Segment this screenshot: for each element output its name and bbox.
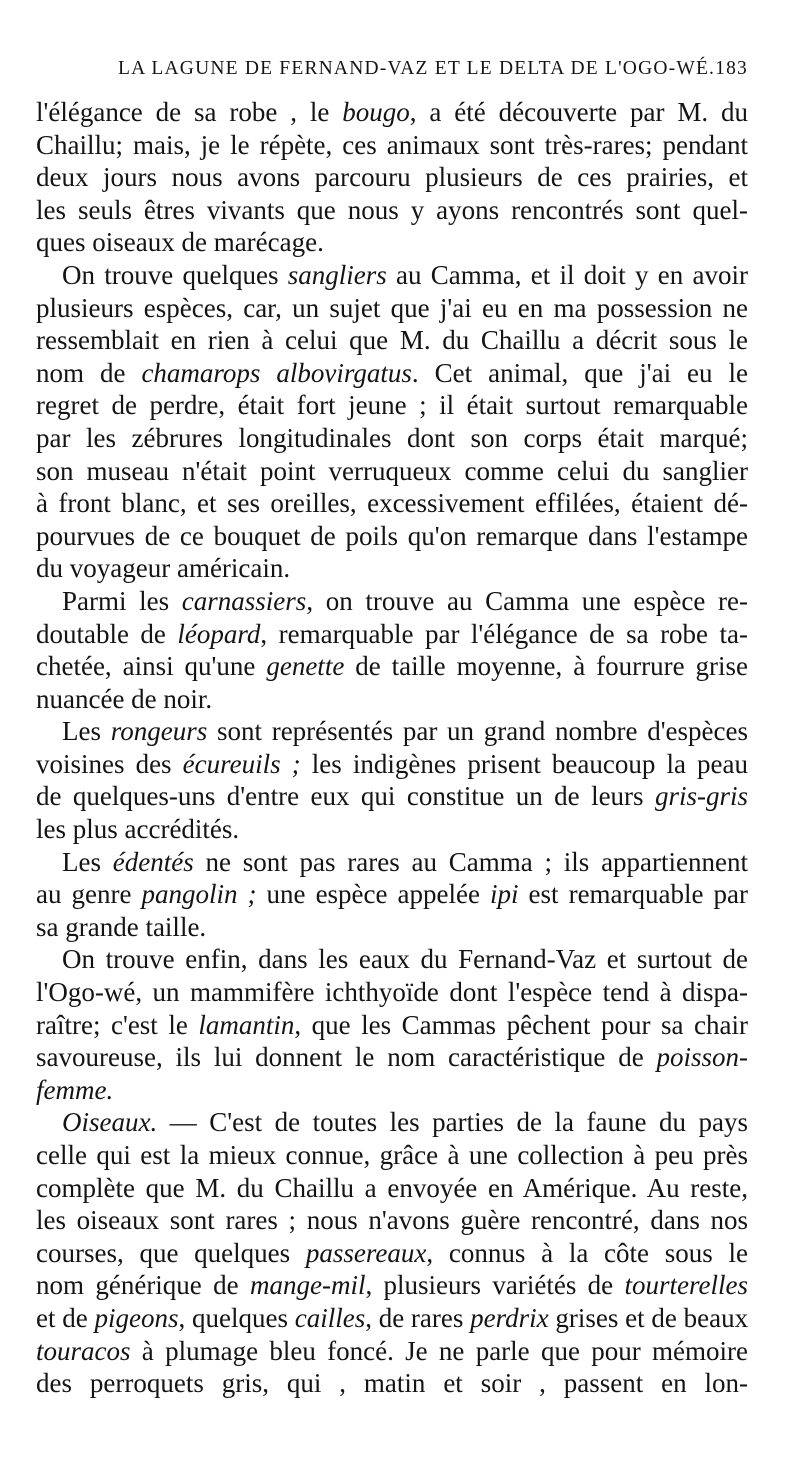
text-line	[36, 1269, 748, 1302]
italic-term: perdrix	[470, 1302, 549, 1333]
text-line	[36, 455, 748, 488]
text-line	[36, 650, 748, 683]
italic-term: léopard	[177, 618, 261, 649]
text-line	[36, 1367, 748, 1400]
text-segment: plusieurs espèces, car, un sujet que j'ai eu en ma possession ne	[36, 292, 748, 323]
text-segment: , on trouve au Camma une espèce re-	[306, 585, 748, 616]
text-segment: complète que M. du Chaillu a envoyée en Amérique. Au reste,	[36, 1172, 748, 1203]
running-header	[118, 58, 748, 90]
italic-term: passereaux	[305, 1237, 427, 1268]
text-segment: Parmi les	[62, 585, 182, 616]
text-segment: courses, que quelques	[36, 1237, 306, 1268]
text-line	[36, 292, 748, 325]
italic-term: bougo	[342, 97, 410, 127]
italic-term: cailles	[294, 1302, 366, 1333]
text-segment: , de rares	[365, 1302, 471, 1333]
italic-term: touracos	[36, 1335, 131, 1366]
text-line	[36, 96, 748, 129]
text-line	[36, 813, 748, 846]
text-segment: son museau n'était point verruqueux comme celui du sanglier	[36, 455, 748, 486]
text-line	[36, 389, 748, 422]
text-line	[36, 1009, 748, 1042]
text-line	[36, 520, 748, 553]
text-segment: est remarquable par	[518, 879, 748, 910]
text-line	[36, 194, 748, 227]
text-line	[36, 357, 748, 390]
running-title: LA LAGUNE DE FERNAND-VAZ ET LE DELTA DE L'OGO-WÉ.	[118, 58, 716, 79]
text-line	[36, 487, 748, 520]
text-segment: l'élégance de sa robe , le	[36, 97, 343, 127]
text-segment: . Cet animal, que j'ai eu le	[411, 357, 748, 388]
text-segment: au genre	[36, 879, 142, 910]
text-segment: ressemblait en rien à celui que M. du Chaillu a décrit sous le	[36, 325, 748, 356]
text-segment: de taille moyenne, à fourrure grise	[344, 651, 749, 682]
text-segment: à plumage bleu foncé. Je ne parle que pour mémoire	[130, 1335, 748, 1366]
text-line	[36, 878, 748, 911]
text-segment: voisines des	[36, 748, 183, 779]
text-segment: grises et de beaux	[548, 1302, 749, 1333]
text-segment: ne sont pas rares au Camma ; ils appartiennent	[193, 846, 749, 877]
text-line	[36, 585, 748, 618]
text-line	[36, 683, 748, 716]
text-line	[36, 715, 748, 748]
text-line	[36, 1335, 748, 1368]
text-segment: celle qui est la mieux connue, grâce à une collection à peu près	[36, 1140, 748, 1170]
italic-term: sangliers	[287, 259, 387, 290]
text-segment: — C'est de toutes les parties de la faune du pays	[157, 1107, 748, 1138]
italic-term: pangolin ;	[141, 879, 257, 910]
text-segment: sont représentés par un grand nombre d'espèces	[207, 716, 749, 747]
text-line	[36, 161, 748, 194]
text-segment: et de	[36, 1302, 95, 1333]
text-segment: savoureuse, ils lui donnent le nom caractéristique de	[36, 1042, 657, 1073]
italic-term: chamarops albovirgatus	[141, 357, 412, 388]
text-line	[36, 976, 748, 1009]
text-segment: de quelques-uns d'entre eux qui constitue un de leurs	[36, 781, 655, 812]
text-segment: , a été découverte par M. du	[409, 97, 748, 127]
text-segment: l'Ogo-wé, un mammifère ichthyoïde dont l'espèce tend à dispa-	[36, 977, 748, 1008]
text-line	[36, 846, 748, 879]
text-segment: nuancée de noir.	[36, 683, 213, 714]
text-segment: les indigènes prisent beaucoup la peau	[300, 748, 748, 779]
text-line	[36, 1139, 748, 1172]
text-line	[36, 1204, 748, 1237]
text-segment: du voyageur américain.	[36, 553, 291, 584]
text-segment: raître; c'est le	[36, 1009, 199, 1040]
text-line	[36, 324, 748, 357]
text-segment: nom de	[36, 357, 142, 388]
text-segment: par les zébrures longitudinales dont son corps était marqué;	[36, 422, 748, 453]
text-line	[36, 259, 748, 292]
text-segment: Chaillu; mais, je le répète, ces animaux sont très-rares; pendant	[36, 129, 748, 160]
italic-term: écureuils ;	[182, 748, 301, 779]
text-line	[36, 422, 748, 455]
italic-term: rongeurs	[110, 716, 208, 747]
text-line	[36, 1302, 748, 1335]
text-segment: une espèce appelée	[256, 879, 491, 910]
italic-term: lamantin	[198, 1009, 295, 1040]
text-segment: nom générique de	[36, 1270, 250, 1301]
italic-term: carnassiers	[181, 585, 307, 616]
text-line	[36, 780, 748, 813]
text-line	[36, 129, 748, 162]
text-segment: Les	[62, 846, 113, 877]
italic-term: ipi	[490, 879, 519, 910]
text-segment: sa grande taille.	[36, 911, 207, 942]
text-line	[36, 911, 748, 944]
text-segment: pourvues de ce bouquet de poils qu'on remarque dans l'estampe	[36, 520, 748, 551]
body-text	[36, 96, 748, 1400]
italic-term: femme.	[36, 1074, 114, 1105]
text-segment: deux jours nous avons parcouru plusieurs de ces prairies, et	[36, 162, 748, 193]
text-segment: les seuls êtres vivants que nous y ayons rencontrés sont quel-	[36, 194, 748, 225]
text-line	[36, 1237, 748, 1270]
italic-term: genette	[266, 651, 345, 682]
text-segment: , remarquable par l'élégance de sa robe ta-	[260, 618, 748, 649]
text-segment: les oiseaux sont rares ; nous n'avons guère rencontré, dans nos	[36, 1205, 748, 1236]
italic-term: poisson-	[656, 1042, 748, 1073]
text-segment: au Camma, et il doit y en avoir	[386, 259, 748, 290]
page-number: 183	[715, 58, 748, 79]
italic-term: édentés	[112, 846, 194, 877]
text-segment: regret de perdre, était fort jeune ; il était surtout remarquable	[36, 390, 748, 421]
text-segment: , que les Cammas pêchent pour sa chair	[294, 1009, 749, 1040]
italic-term: Oiseaux.	[62, 1107, 158, 1138]
italic-term: tourterelles	[624, 1270, 748, 1301]
text-line	[36, 1172, 748, 1205]
text-line	[36, 1106, 748, 1139]
text-segment: à front blanc, et ses oreilles, excessivement effilées, étaient dé-	[36, 488, 748, 519]
text-segment: les plus accrédités.	[36, 814, 240, 845]
text-line	[36, 1041, 748, 1074]
text-line	[36, 226, 748, 259]
text-line	[36, 1074, 748, 1107]
text-line	[36, 748, 748, 781]
text-segment: , connus à la côte sous le	[426, 1237, 748, 1268]
text-segment: chetée, ainsi qu'une	[36, 651, 267, 682]
text-line	[36, 552, 748, 585]
text-segment: , plusieurs variétés de	[365, 1270, 625, 1301]
text-segment: , quelques	[178, 1302, 295, 1333]
text-line	[36, 943, 748, 976]
text-segment: des perroquets gris, qui , matin et soir , passent en lon-	[36, 1368, 748, 1399]
italic-term: mange-mil	[249, 1270, 366, 1301]
text-segment: On trouve enfin, dans les eaux du Fernand-Vaz et surtout de	[62, 944, 748, 975]
italic-term: pigeons	[94, 1302, 179, 1333]
text-segment: Les	[62, 716, 111, 747]
text-segment: doutable de	[36, 618, 178, 649]
text-segment: On trouve quelques	[62, 259, 288, 290]
italic-term: gris-gris	[654, 781, 748, 812]
text-line	[36, 618, 748, 651]
text-segment: ques oiseaux de marécage.	[36, 227, 324, 258]
